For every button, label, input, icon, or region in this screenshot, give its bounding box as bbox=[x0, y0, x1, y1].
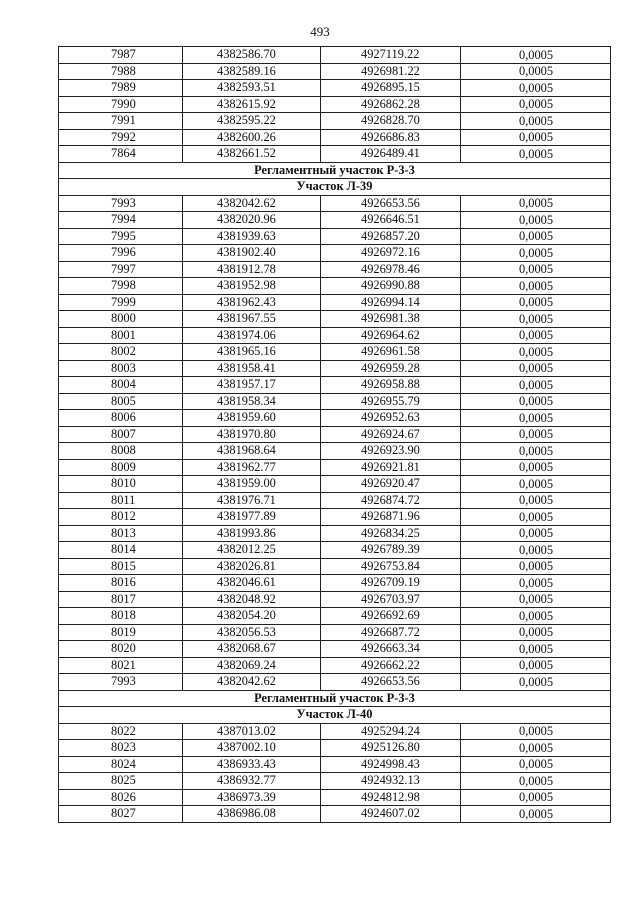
x-coordinate-cell: 4382056.53 bbox=[183, 624, 321, 641]
x-coordinate-cell: 4386932.77 bbox=[183, 773, 321, 790]
section-header-row bbox=[59, 690, 611, 707]
y-coordinate-cell: 4926961.58 bbox=[321, 344, 461, 361]
accuracy-cell: 0,0005 bbox=[461, 344, 611, 361]
table-row bbox=[59, 80, 611, 97]
point-number-cell: 7993 bbox=[59, 195, 183, 212]
point-number-cell: 8026 bbox=[59, 789, 183, 806]
point-number-cell: 8018 bbox=[59, 608, 183, 625]
page-number: 493 bbox=[310, 24, 330, 39]
point-number-cell: 7987 bbox=[59, 47, 183, 64]
table-row bbox=[59, 591, 611, 608]
table-row bbox=[59, 278, 611, 295]
y-coordinate-cell: 4926978.46 bbox=[321, 261, 461, 278]
y-coordinate-cell: 4926871.96 bbox=[321, 509, 461, 526]
table-row bbox=[59, 624, 611, 641]
x-coordinate-cell: 4382589.16 bbox=[183, 63, 321, 80]
section-header: Регламентный участок Р-3-3 bbox=[59, 690, 611, 707]
accuracy-cell: 0,0005 bbox=[461, 789, 611, 806]
accuracy-cell: 0,0005 bbox=[461, 756, 611, 773]
accuracy-cell: 0,0005 bbox=[461, 410, 611, 427]
point-number-cell: 8001 bbox=[59, 327, 183, 344]
y-coordinate-cell: 4926895.15 bbox=[321, 80, 461, 97]
accuracy-cell: 0,0005 bbox=[461, 96, 611, 113]
x-coordinate-cell: 4381912.78 bbox=[183, 261, 321, 278]
point-number-cell: 7992 bbox=[59, 129, 183, 146]
y-coordinate-cell: 4926952.63 bbox=[321, 410, 461, 427]
point-number-cell: 8005 bbox=[59, 393, 183, 410]
table-row bbox=[59, 756, 611, 773]
y-coordinate-cell: 4926924.67 bbox=[321, 426, 461, 443]
x-coordinate-cell: 4382012.25 bbox=[183, 542, 321, 559]
accuracy-cell: 0,0005 bbox=[461, 492, 611, 509]
point-number-cell: 7991 bbox=[59, 113, 183, 130]
x-coordinate-cell: 4382661.52 bbox=[183, 146, 321, 163]
table-row bbox=[59, 410, 611, 427]
y-coordinate-cell: 4926921.81 bbox=[321, 459, 461, 476]
point-number-cell: 7990 bbox=[59, 96, 183, 113]
x-coordinate-cell: 4382042.62 bbox=[183, 195, 321, 212]
accuracy-cell: 0,0005 bbox=[461, 525, 611, 542]
x-coordinate-cell: 4382042.62 bbox=[183, 674, 321, 691]
accuracy-cell: 0,0005 bbox=[461, 476, 611, 493]
y-coordinate-cell: 4926687.72 bbox=[321, 624, 461, 641]
accuracy-cell: 0,0005 bbox=[461, 80, 611, 97]
table-row bbox=[59, 245, 611, 262]
accuracy-cell: 0,0005 bbox=[461, 360, 611, 377]
point-number-cell: 8013 bbox=[59, 525, 183, 542]
table-row bbox=[59, 509, 611, 526]
accuracy-cell: 0,0005 bbox=[461, 723, 611, 740]
accuracy-cell: 0,0005 bbox=[461, 393, 611, 410]
table-row bbox=[59, 789, 611, 806]
x-coordinate-cell: 4387002.10 bbox=[183, 740, 321, 757]
x-coordinate-cell: 4382054.20 bbox=[183, 608, 321, 625]
table-row bbox=[59, 459, 611, 476]
point-number-cell: 8015 bbox=[59, 558, 183, 575]
point-number-cell: 8022 bbox=[59, 723, 183, 740]
y-coordinate-cell: 4926955.79 bbox=[321, 393, 461, 410]
table-row bbox=[59, 641, 611, 658]
y-coordinate-cell: 4926834.25 bbox=[321, 525, 461, 542]
point-number-cell: 8014 bbox=[59, 542, 183, 559]
point-number-cell: 8011 bbox=[59, 492, 183, 509]
accuracy-cell: 0,0005 bbox=[461, 509, 611, 526]
table-row bbox=[59, 723, 611, 740]
table-row bbox=[59, 393, 611, 410]
x-coordinate-cell: 4381962.43 bbox=[183, 294, 321, 311]
point-number-cell: 8010 bbox=[59, 476, 183, 493]
point-number-cell: 8020 bbox=[59, 641, 183, 658]
table-row bbox=[59, 657, 611, 674]
point-number-cell: 7993 bbox=[59, 674, 183, 691]
point-number-cell: 8019 bbox=[59, 624, 183, 641]
y-coordinate-cell: 4926959.28 bbox=[321, 360, 461, 377]
x-coordinate-cell: 4381977.89 bbox=[183, 509, 321, 526]
y-coordinate-cell: 4926972.16 bbox=[321, 245, 461, 262]
accuracy-cell: 0,0005 bbox=[461, 443, 611, 460]
y-coordinate-cell: 4926862.28 bbox=[321, 96, 461, 113]
y-coordinate-cell: 4926703.97 bbox=[321, 591, 461, 608]
x-coordinate-cell: 4382595.22 bbox=[183, 113, 321, 130]
x-coordinate-cell: 4386986.08 bbox=[183, 806, 321, 823]
point-number-cell: 7995 bbox=[59, 228, 183, 245]
table-row bbox=[59, 558, 611, 575]
y-coordinate-cell: 4925126.80 bbox=[321, 740, 461, 757]
x-coordinate-cell: 4381962.77 bbox=[183, 459, 321, 476]
table-row bbox=[59, 443, 611, 460]
accuracy-cell: 0,0005 bbox=[461, 278, 611, 295]
x-coordinate-cell: 4381965.16 bbox=[183, 344, 321, 361]
y-coordinate-cell: 4924932.13 bbox=[321, 773, 461, 790]
table-row bbox=[59, 360, 611, 377]
table-row bbox=[59, 575, 611, 592]
y-coordinate-cell: 4926981.22 bbox=[321, 63, 461, 80]
x-coordinate-cell: 4386933.43 bbox=[183, 756, 321, 773]
x-coordinate-cell: 4387013.02 bbox=[183, 723, 321, 740]
x-coordinate-cell: 4382615.92 bbox=[183, 96, 321, 113]
coordinates-table bbox=[58, 46, 611, 823]
x-coordinate-cell: 4382586.70 bbox=[183, 47, 321, 64]
x-coordinate-cell: 4386973.39 bbox=[183, 789, 321, 806]
x-coordinate-cell: 4381958.34 bbox=[183, 393, 321, 410]
table-row bbox=[59, 327, 611, 344]
table-row bbox=[59, 476, 611, 493]
accuracy-cell: 0,0005 bbox=[461, 47, 611, 64]
y-coordinate-cell: 4926923.90 bbox=[321, 443, 461, 460]
table-row bbox=[59, 195, 611, 212]
x-coordinate-cell: 4381976.71 bbox=[183, 492, 321, 509]
point-number-cell: 7994 bbox=[59, 212, 183, 229]
accuracy-cell: 0,0005 bbox=[461, 624, 611, 641]
x-coordinate-cell: 4381959.60 bbox=[183, 410, 321, 427]
point-number-cell: 8006 bbox=[59, 410, 183, 427]
accuracy-cell: 0,0005 bbox=[461, 113, 611, 130]
section-header: Участок Л-39 bbox=[59, 179, 611, 196]
y-coordinate-cell: 4926692.69 bbox=[321, 608, 461, 625]
y-coordinate-cell: 4926686.83 bbox=[321, 129, 461, 146]
table-row bbox=[59, 806, 611, 823]
section-header: Регламентный участок Р-3-3 bbox=[59, 162, 611, 179]
point-number-cell: 8003 bbox=[59, 360, 183, 377]
point-number-cell: 8025 bbox=[59, 773, 183, 790]
y-coordinate-cell: 4926653.56 bbox=[321, 195, 461, 212]
point-number-cell: 7996 bbox=[59, 245, 183, 262]
table-row bbox=[59, 525, 611, 542]
accuracy-cell: 0,0005 bbox=[461, 773, 611, 790]
point-number-cell: 8027 bbox=[59, 806, 183, 823]
point-number-cell: 8021 bbox=[59, 657, 183, 674]
table-row bbox=[59, 773, 611, 790]
accuracy-cell: 0,0005 bbox=[461, 294, 611, 311]
point-number-cell: 8007 bbox=[59, 426, 183, 443]
y-coordinate-cell: 4926709.19 bbox=[321, 575, 461, 592]
point-number-cell: 8024 bbox=[59, 756, 183, 773]
y-coordinate-cell: 4926646.51 bbox=[321, 212, 461, 229]
x-coordinate-cell: 4381959.00 bbox=[183, 476, 321, 493]
y-coordinate-cell: 4926662.22 bbox=[321, 657, 461, 674]
table-row bbox=[59, 674, 611, 691]
y-coordinate-cell: 4926990.88 bbox=[321, 278, 461, 295]
coordinates-table-body bbox=[59, 47, 611, 823]
accuracy-cell: 0,0005 bbox=[461, 740, 611, 757]
point-number-cell: 7989 bbox=[59, 80, 183, 97]
x-coordinate-cell: 4382046.61 bbox=[183, 575, 321, 592]
y-coordinate-cell: 4926874.72 bbox=[321, 492, 461, 509]
y-coordinate-cell: 4926857.20 bbox=[321, 228, 461, 245]
x-coordinate-cell: 4382069.24 bbox=[183, 657, 321, 674]
table-row bbox=[59, 542, 611, 559]
accuracy-cell: 0,0005 bbox=[461, 426, 611, 443]
table-row bbox=[59, 344, 611, 361]
accuracy-cell: 0,0005 bbox=[461, 542, 611, 559]
point-number-cell: 8012 bbox=[59, 509, 183, 526]
table-row bbox=[59, 294, 611, 311]
x-coordinate-cell: 4381970.80 bbox=[183, 426, 321, 443]
point-number-cell: 8004 bbox=[59, 377, 183, 394]
accuracy-cell: 0,0005 bbox=[461, 674, 611, 691]
accuracy-cell: 0,0005 bbox=[461, 311, 611, 328]
accuracy-cell: 0,0005 bbox=[461, 261, 611, 278]
table-row bbox=[59, 261, 611, 278]
x-coordinate-cell: 4381952.98 bbox=[183, 278, 321, 295]
table-row bbox=[59, 113, 611, 130]
y-coordinate-cell: 4926489.41 bbox=[321, 146, 461, 163]
y-coordinate-cell: 4926653.56 bbox=[321, 674, 461, 691]
table-row bbox=[59, 311, 611, 328]
section-header-row bbox=[59, 162, 611, 179]
table-row bbox=[59, 212, 611, 229]
point-number-cell: 8017 bbox=[59, 591, 183, 608]
accuracy-cell: 0,0005 bbox=[461, 195, 611, 212]
y-coordinate-cell: 4926828.70 bbox=[321, 113, 461, 130]
x-coordinate-cell: 4381974.06 bbox=[183, 327, 321, 344]
section-header-row bbox=[59, 179, 611, 196]
table-row bbox=[59, 426, 611, 443]
table-row bbox=[59, 63, 611, 80]
accuracy-cell: 0,0005 bbox=[461, 212, 611, 229]
y-coordinate-cell: 4924812.98 bbox=[321, 789, 461, 806]
table-row bbox=[59, 377, 611, 394]
y-coordinate-cell: 4924607.02 bbox=[321, 806, 461, 823]
accuracy-cell: 0,0005 bbox=[461, 459, 611, 476]
accuracy-cell: 0,0005 bbox=[461, 327, 611, 344]
accuracy-cell: 0,0005 bbox=[461, 806, 611, 823]
x-coordinate-cell: 4381958.41 bbox=[183, 360, 321, 377]
x-coordinate-cell: 4382593.51 bbox=[183, 80, 321, 97]
accuracy-cell: 0,0005 bbox=[461, 63, 611, 80]
section-header: Участок Л-40 bbox=[59, 707, 611, 724]
x-coordinate-cell: 4381939.63 bbox=[183, 228, 321, 245]
accuracy-cell: 0,0005 bbox=[461, 129, 611, 146]
table-row bbox=[59, 740, 611, 757]
table-row bbox=[59, 228, 611, 245]
point-number-cell: 8008 bbox=[59, 443, 183, 460]
accuracy-cell: 0,0005 bbox=[461, 377, 611, 394]
y-coordinate-cell: 4926958.88 bbox=[321, 377, 461, 394]
point-number-cell: 7997 bbox=[59, 261, 183, 278]
y-coordinate-cell: 4926964.62 bbox=[321, 327, 461, 344]
x-coordinate-cell: 4382068.67 bbox=[183, 641, 321, 658]
accuracy-cell: 0,0005 bbox=[461, 228, 611, 245]
y-coordinate-cell: 4925294.24 bbox=[321, 723, 461, 740]
table-row bbox=[59, 96, 611, 113]
accuracy-cell: 0,0005 bbox=[461, 591, 611, 608]
x-coordinate-cell: 4382026.81 bbox=[183, 558, 321, 575]
x-coordinate-cell: 4381967.55 bbox=[183, 311, 321, 328]
accuracy-cell: 0,0005 bbox=[461, 641, 611, 658]
accuracy-cell: 0,0005 bbox=[461, 657, 611, 674]
point-number-cell: 8002 bbox=[59, 344, 183, 361]
y-coordinate-cell: 4927119.22 bbox=[321, 47, 461, 64]
y-coordinate-cell: 4926981.38 bbox=[321, 311, 461, 328]
point-number-cell: 7988 bbox=[59, 63, 183, 80]
table-row bbox=[59, 608, 611, 625]
x-coordinate-cell: 4382020.96 bbox=[183, 212, 321, 229]
table-row bbox=[59, 146, 611, 163]
point-number-cell: 7864 bbox=[59, 146, 183, 163]
point-number-cell: 8009 bbox=[59, 459, 183, 476]
point-number-cell: 7998 bbox=[59, 278, 183, 295]
point-number-cell: 8023 bbox=[59, 740, 183, 757]
accuracy-cell: 0,0005 bbox=[461, 245, 611, 262]
x-coordinate-cell: 4382048.92 bbox=[183, 591, 321, 608]
accuracy-cell: 0,0005 bbox=[461, 558, 611, 575]
y-coordinate-cell: 4926994.14 bbox=[321, 294, 461, 311]
point-number-cell: 7999 bbox=[59, 294, 183, 311]
x-coordinate-cell: 4381968.64 bbox=[183, 443, 321, 460]
y-coordinate-cell: 4926920.47 bbox=[321, 476, 461, 493]
accuracy-cell: 0,0005 bbox=[461, 146, 611, 163]
section-header-row bbox=[59, 707, 611, 724]
y-coordinate-cell: 4926663.34 bbox=[321, 641, 461, 658]
x-coordinate-cell: 4382600.26 bbox=[183, 129, 321, 146]
table-row bbox=[59, 47, 611, 64]
table-row bbox=[59, 492, 611, 509]
y-coordinate-cell: 4926789.39 bbox=[321, 542, 461, 559]
x-coordinate-cell: 4381993.86 bbox=[183, 525, 321, 542]
table-row bbox=[59, 129, 611, 146]
point-number-cell: 8016 bbox=[59, 575, 183, 592]
y-coordinate-cell: 4926753.84 bbox=[321, 558, 461, 575]
x-coordinate-cell: 4381902.40 bbox=[183, 245, 321, 262]
point-number-cell: 8000 bbox=[59, 311, 183, 328]
y-coordinate-cell: 4924998.43 bbox=[321, 756, 461, 773]
x-coordinate-cell: 4381957.17 bbox=[183, 377, 321, 394]
accuracy-cell: 0,0005 bbox=[461, 608, 611, 625]
accuracy-cell: 0,0005 bbox=[461, 575, 611, 592]
